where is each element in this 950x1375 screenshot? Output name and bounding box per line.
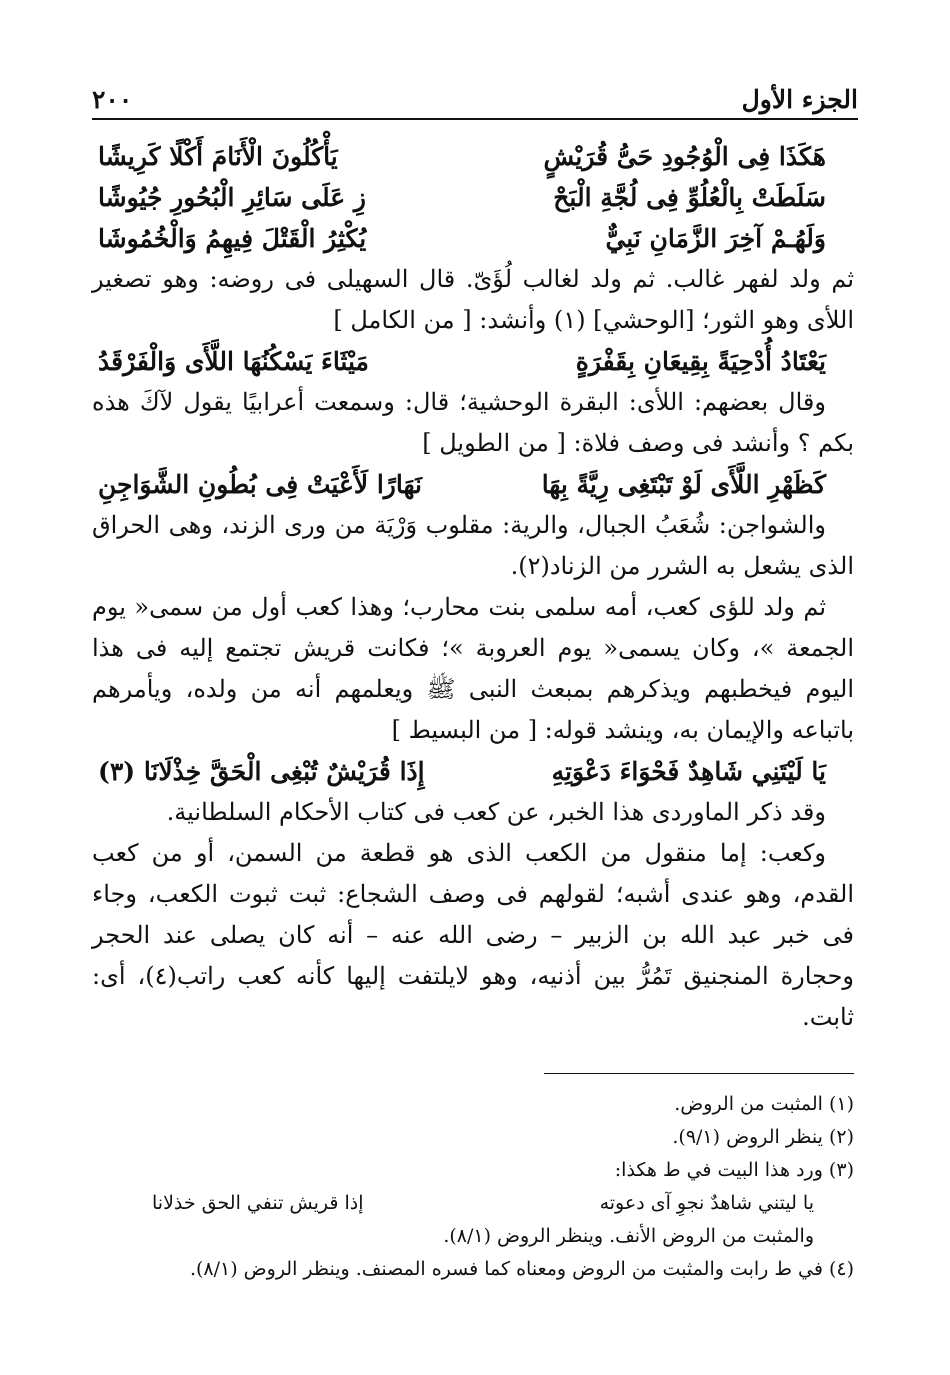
footnote-3-verse xyxy=(92,1187,854,1220)
footnotes xyxy=(92,1088,854,1286)
verse-hemistich-first: وَلَهُـمْ آخِرَ الزَّمَانِ نَبِيٌّ xyxy=(605,224,826,253)
verse-hemistich-first: هَكَذَا فِى الْوُجُودِ حَىُّ قُرَيْشٍ xyxy=(543,142,826,171)
paragraph: ثم ولد للؤى كعب، أمه سلمى بنت محارب؛ وهذا كعب أول من سمى« يوم الجمعة »، وكان يسمى« يوم العروبة »؛ فكانت قريش تجتمع إليه فى هذا اليوم فيخطبهم ويذكرهم بمبعث النبى ﷺ ويعلمهم أنه من ولده، ويأمرهم باتباعه والإيمان به، وينشد قوله: [ من البسيط ] xyxy=(92,593,854,744)
paragraph: وكعب: إما منقول من الكعب الذى هو قطعة من السمن، أو من كعب القدم، وهو عندى أشبه؛ لقولهم فى وصف الشجاع: ثبت ثبوت الكعب، وجاء فى خبر عبد الله بن الزبير – رضى الله عنه – أنه كان يصلى عند الحجر وحجارة المنجنيق تَمُرُّ بين أذنيه، وهو لايلتفت إليها كأنه كعب راتب(٤)، أى: ثابت. xyxy=(92,839,854,1031)
footnote-verse-first: يا ليتني شاهدٌ نجوِ آى دعوته xyxy=(599,1192,814,1214)
page-body xyxy=(92,136,854,1038)
footnote-verse-second: إذا قريش تنفي الحق خذلانا xyxy=(152,1192,364,1214)
verse-hemistich-second: يَأْكُلُونَ الْأَنَامَ أَكْلًا كَرِيشًا xyxy=(98,142,338,171)
paragraph: ثم ولد لفهر غالب. ثم ولد لغالب لُؤَىّ. قال السهيلى فى روضه: وهو تصغير اللأى وهو الثور؛ [الوحشي] (١) وأنشد: [ من الكامل ] xyxy=(92,265,854,334)
verse-hemistich-second: إِذَا قُرَيْشٌ تُبْغِى الْحَقَّ خِذْلَانَا (٣) xyxy=(98,757,425,786)
verse-hemistich-second: مَيْثَاءَ يَسْكُنُهَا اللَّأَى وَالْفَرْقَدُ xyxy=(98,347,369,376)
footnote-2: (٢) ينظر الروض (٩/١). xyxy=(672,1126,854,1148)
paragraph: وقال بعضهم: اللأى: البقرة الوحشية؛ قال: وسمعت أعرابيًا يقول لآكَ هذه بكم ؟ وأنشد فى وصف فلاة: [ من الطويل ] xyxy=(92,388,854,457)
verse-line xyxy=(92,136,854,177)
verse-line xyxy=(92,218,854,259)
verse-hemistich-second: زِ عَلَى سَائِرِ الْبُحُورِ جُيُوشًا xyxy=(98,183,366,212)
paragraph: والشواجن: شُعَبُ الجبال، والرية: مقلوب وَرْيَة من ورى الزند، وهى الحراق الذى يشعل به الشرر من الزناد(٢). xyxy=(92,511,854,580)
running-title: الجزء الأول xyxy=(741,85,858,114)
verse-hemistich-first: يَا لَيْتَنِي شَاهِدٌ فَحْوَاءَ دَعْوَتِهِ xyxy=(551,757,826,786)
verse-line xyxy=(92,464,854,505)
footnote-1: (١) المثبت من الروض. xyxy=(674,1093,854,1115)
footnote-4: (٤) في ط رابت والمثبت من الروض ومعناه كما فسره المصنف. وينظر الروض (٨/١). xyxy=(189,1258,854,1280)
verse-hemistich-second: يُكْثِرُ الْقَتْلَ فِيهِمُ وَالْخُمُوشَا xyxy=(98,224,367,253)
footnote-3-note: والمثبت من الروض الأنف. وينظر الروض (٨/١). xyxy=(443,1225,814,1247)
paragraph: وقد ذكر الماوردى هذا الخبر، عن كعب فى كتاب الأحكام السلطانية. xyxy=(166,798,826,826)
verse-hemistich-first: يَعْتَادُ أُدْحِيَةً بِقِيعَانِ بِقَفْرَةٍ xyxy=(575,347,826,376)
page-header xyxy=(92,66,858,120)
verse-hemistich-second: نَهَارًا لَأَعْيَتْ فِى بُطُونِ الشَّوَاجِنِ xyxy=(98,470,422,499)
verse-line xyxy=(92,341,854,382)
footnote-separator xyxy=(544,1073,854,1074)
verse-line xyxy=(92,177,854,218)
verse-hemistich-first: سَلَطَتْ بِالْعُلُوِّ فِى لُجَّةِ الْبَحْ xyxy=(553,183,826,212)
verse-hemistich-first: كَظَهْرِ اللَّأَى لَوْ تَبْتَغِى رِيَّةً بِهَا xyxy=(541,470,826,499)
verse-line xyxy=(92,751,854,792)
footnote-3: (٣) ورد هذا البيت في ط هكذا: xyxy=(614,1159,854,1181)
page-number: ٢٠٠ xyxy=(92,85,133,114)
